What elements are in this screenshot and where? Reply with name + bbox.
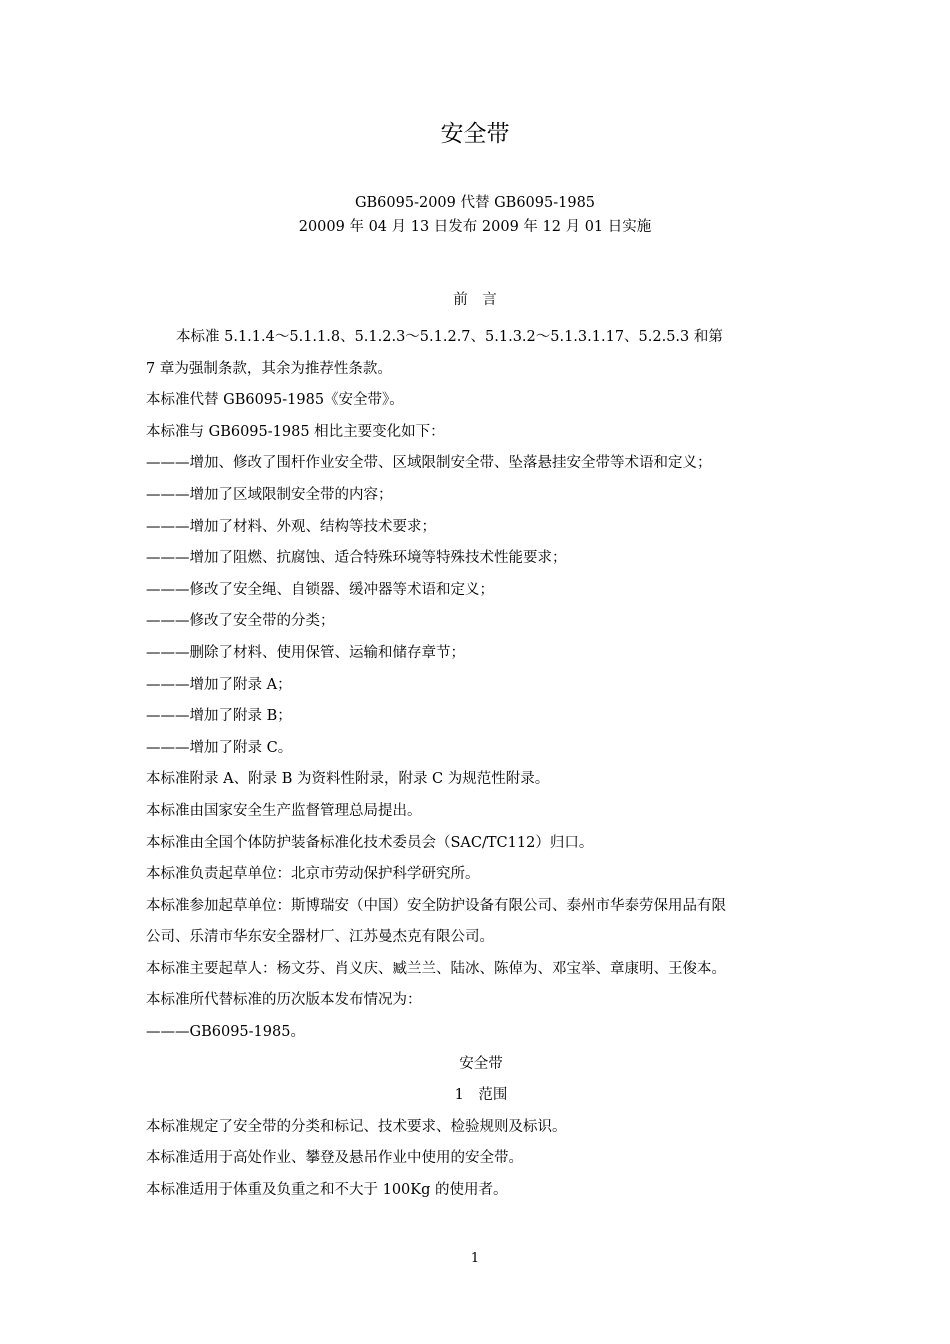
paragraph-line: 本标准参加起草单位：斯博瑞安（中国）安全防护设备有限公司、泰州市华泰劳保用品有限 [146,897,726,914]
paragraph-line: 本标准负责起草单位：北京市劳动保护科学研究所。 [146,866,480,883]
change-item: ———增加了附录 A； [146,676,292,693]
change-item: ———增加、修改了围杆作业安全带、区域限制安全带、坠落悬挂安全带等术语和定义； [146,455,712,472]
change-item: ———增加了区域限制安全带的内容； [146,486,393,503]
page-number: 1 [470,1251,480,1266]
section-title: 安全带 [459,1055,503,1072]
date-line: 20009 年 04 月 13 日发布 2009 年 12 月 01 日实施 [298,219,652,235]
paragraph-line: 公司、乐清市华东安全器材厂、江苏曼杰克有限公司。 [146,929,494,946]
scope-line: 本标准适用于高处作业、攀登及悬吊作业中使用的安全带。 [146,1150,523,1167]
change-item: ———增加了阻燃、抗腐蚀、适合特殊环境等特殊技术性能要求； [146,550,567,567]
change-item: ———增加了附录 C。 [146,739,293,756]
paragraph-line: 本标准所代替标准的历次版本发布情况为： [146,992,422,1009]
section-heading-scope: 1 范围 [454,1087,508,1104]
paragraph-line: ———GB6095-1985。 [146,1024,305,1041]
paragraph-line: 本标准与 GB6095-1985 相比主要变化如下： [146,423,445,440]
paragraph-line: 本标准由国家安全生产监督管理总局提出。 [146,802,422,819]
change-item: ———修改了安全绳、自锁器、缓冲器等术语和定义； [146,581,494,598]
change-item: ———删除了材料、使用保管、运输和储存章节； [146,644,465,661]
document-body [146,322,816,1207]
foreword-heading: 前 言 [453,292,497,308]
scope-line: 本标准规定了安全带的分类和标记、技术要求、检验规则及标识。 [146,1118,567,1135]
paragraph-line: 本标准附录 A、附录 B 为资料性附录，附录 C 为规范性附录。 [146,771,550,788]
change-item: ———修改了安全带的分类； [146,613,335,630]
document-title: 安全带 [440,121,510,147]
change-item: ———增加了材料、外观、结构等技术要求； [146,518,436,535]
change-item: ———增加了附录 B； [146,708,292,725]
scope-line: 本标准适用于体重及负重之和不大于 100Kg 的使用者。 [146,1182,508,1199]
standard-number-line: GB6095-2009 代替 GB6095-1985 [354,195,596,211]
paragraph-line: 本标准 5.1.1.4～5.1.1.8、5.1.2.3～5.1.2.7、5.1.3.2～5.1.3.1.17、5.2.5.3 和第 [176,329,723,345]
paragraph-line: 本标准代替 GB6095-1985《安全带》。 [146,392,404,409]
paragraph-line: 本标准主要起草人：杨文芬、肖义庆、臧兰兰、陆冰、陈倬为、邓宝举、章康明、王俊本。 [146,960,726,977]
paragraph-line: 7 章为强制条款，其余为推荐性条款。 [146,360,392,377]
paragraph-line: 本标准由全国个体防护装备标准化技术委员会（SAC/TC112）归口。 [146,834,594,851]
